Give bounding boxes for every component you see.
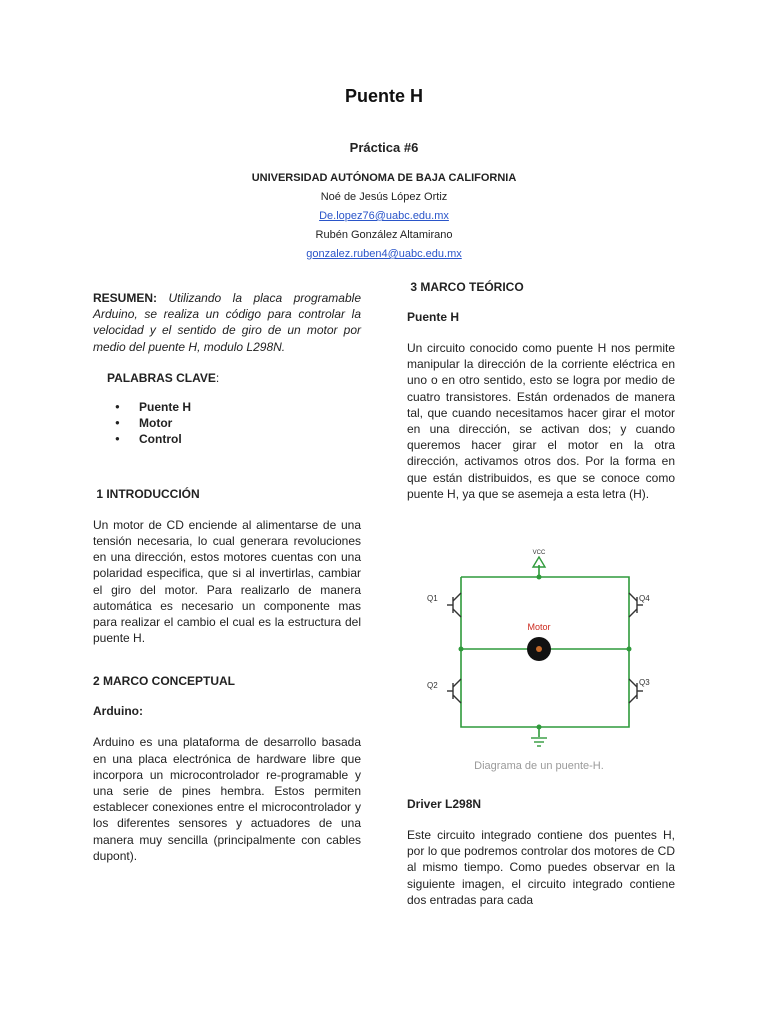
keyword-item: ● Control: [93, 431, 361, 447]
driver-text: Este circuito integrado contiene dos puentes H, por lo que podremos controlar dos motores de CD al mismo tiempo. Como puedes observar en la siguiente imagen, el circuito integrado contiene dos entradas para cada: [407, 828, 675, 907]
keywords-list: [93, 399, 361, 447]
section-theory-heading: 3 MARCO TEÓRICO: [407, 280, 524, 294]
abstract-label: RESUMEN:: [93, 291, 158, 305]
transistor-q1: [447, 593, 461, 617]
introduction-text: Un motor de CD enciende al alimentarse de una tensión necesaria, lo cual generara revoluciones en una dirección, estos motores cuentas con una polaridad especifica, que si al invertirlas, cambiar el giro del motor. Para realizarlo de manera automática es necesario un componente mas para realizar el cambio el cual es la estructura del puente H.: [93, 517, 361, 646]
section-introduction-heading: 1 INTRODUCCIÓN: [93, 486, 200, 501]
q1-label: Q1: [427, 594, 438, 603]
motor-shaft-icon: [536, 646, 542, 652]
q2-label: Q2: [427, 681, 438, 690]
figure-caption: Diagrama de un puente-H.: [474, 760, 604, 772]
driver-heading: Driver L298N: [407, 797, 482, 811]
arduino-subheading: Arduino:: [93, 704, 143, 719]
junction-dot: [459, 647, 464, 652]
author-1-email-container: [0, 210, 768, 222]
keywords-colon: :: [215, 370, 220, 385]
abstract: [93, 290, 361, 355]
document-subtitle: Práctica #6: [349, 140, 419, 155]
section-conceptual-heading: 2 MARCO CONCEPTUAL: [93, 674, 236, 689]
puente-h-text: Un circuito conocido como puente H nos permite manipular la dirección de la corriente eléctrica en uno o en otro sentido, esto se logra por medio de cuatro transistores. Están ordenados de manera tal, que cuando necesitamos hacer girar el motor en una dirección, se activan dos; y cuando queremos hacer girar el motor en la otra dirección, activamos otros dos. Por la forma en que están distribuidos, es que se conoce como puente H, ya que se asemeja a esta letra (H).: [407, 341, 675, 501]
author-1-email-link[interactable]: De.lopez76@uabc.edu.mx: [319, 210, 449, 222]
right-column: [407, 280, 675, 502]
h-bridge-diagram: [419, 545, 659, 777]
keywords-heading: [93, 371, 361, 385]
abstract-text: Utilizando la placa programable Arduino, se realiza un código para controlar la velocidad y el sentido de giro de un motor por medio del puente H, modulo L298N.: [93, 291, 361, 354]
motor-label: Motor: [527, 622, 551, 632]
author-2: Rubén González Altamirano: [315, 229, 453, 241]
vcc-label: VCC: [532, 550, 546, 556]
author-2-email-link[interactable]: gonzalez.ruben4@uabc.edu.mx: [306, 248, 462, 260]
puente-h-subheading: Puente H: [407, 310, 460, 324]
author-2-email-container: [0, 248, 768, 260]
junction-dot: [627, 647, 632, 652]
arduino-text: Arduino es una plataforma de desarrollo basada en una placa electrónica de hardware libre que incorpora un microcontrolador re-programable y una serie de pines hembra. Estos permiten establecer conexiones entre el microcontrolador y los diferentes sensores y actuadores de una manera muy sencilla (principalmente con cables dupont).: [93, 735, 361, 863]
q3-label: Q3: [639, 678, 650, 687]
university-name: UNIVERSIDAD AUTÓNOMA DE BAJA CALIFORNIA: [251, 172, 517, 184]
transistor-q2: [447, 679, 461, 703]
junction-dot: [537, 575, 542, 580]
document-title: Puente H: [344, 86, 423, 106]
keywords-label: PALABRAS CLAVE: [107, 370, 216, 385]
keyword-item: ● Puente H: [93, 399, 361, 415]
keyword-item: ● Motor: [93, 415, 361, 431]
left-column: [93, 290, 361, 864]
junction-dot: [537, 725, 542, 730]
author-1: Noé de Jesús López Ortiz: [320, 191, 448, 203]
q4-label: Q4: [639, 594, 650, 603]
driver-section: [407, 797, 675, 908]
ground-icon: [531, 738, 547, 746]
